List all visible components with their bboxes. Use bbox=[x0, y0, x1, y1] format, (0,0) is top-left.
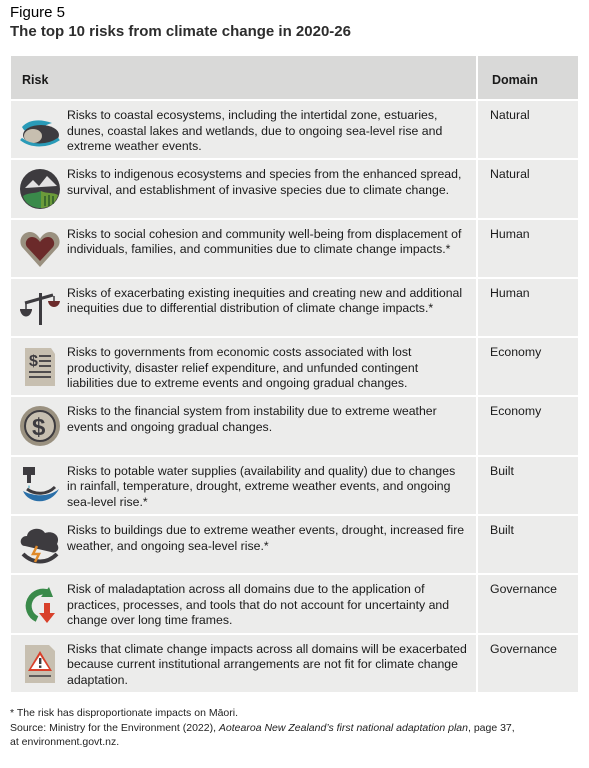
risk-text: Risks to coastal ecosystems, including the intertidal zone, estuaries, dunes, coastal lakes and wetlands, due to ongoing sea-level rise and extreme weather events. bbox=[67, 108, 443, 153]
risk-text: Risk of maladaptation across all domains due to the application of practices, processes, and tools that do not account for uncertainty and change over long time frames. bbox=[67, 582, 450, 628]
figure-title: The top 10 risks from climate change in 2020-26 bbox=[10, 23, 351, 40]
warning-document-icon bbox=[19, 643, 61, 685]
indigenous-ecosystem-icon bbox=[19, 168, 61, 210]
table-row bbox=[11, 573, 578, 632]
domain-cell: Natural bbox=[476, 160, 578, 217]
domain-cell: Economy bbox=[476, 397, 578, 454]
source-suffix: , page 37, bbox=[467, 721, 515, 734]
risk-text: Risks to buildings due to extreme weather events, drought, increased fire weather, and ongoing sea-level rise.* bbox=[67, 523, 465, 553]
water-tap-icon bbox=[19, 465, 61, 507]
domain-cell: Governance bbox=[476, 635, 578, 692]
domain-cell: Built bbox=[476, 516, 578, 573]
header-domain: Domain bbox=[476, 56, 578, 99]
risk-text: Risks to indigenous ecosystems and species from the enhanced spread, survival, and establishment of invasive species due to climate change. bbox=[67, 167, 462, 197]
risk-text: Risks to potable water supplies (availability and quality) due to changes in rainfall, temperature, drought, extreme weather events, and ongoing sea-level rise.* bbox=[67, 463, 456, 509]
svg-text:$: $ bbox=[32, 414, 46, 442]
dollar-coin-icon bbox=[19, 405, 61, 447]
table-row bbox=[11, 336, 578, 395]
table-row bbox=[11, 514, 578, 573]
invoice-icon bbox=[19, 346, 61, 388]
table-row bbox=[11, 455, 578, 514]
risk-text: Risks to governments from economic costs associated with lost productivity, disaster relief expenditure, and unfunded contingent liabilities due to extreme events and ongoing gradual changes. bbox=[67, 345, 419, 391]
table-row bbox=[11, 277, 578, 336]
table-row bbox=[11, 633, 578, 692]
risk-text: Risks to social cohesion and community well-being from displacement of individuals, families, and communities due to climate change impacts.* bbox=[67, 226, 462, 257]
table-row bbox=[11, 218, 578, 277]
risk-text: Risks that climate change impacts across all domains will be exacerbated because current institutional arrangements are not fit for climate change adaptation. bbox=[67, 641, 467, 687]
coastal-ecosystem-icon bbox=[19, 109, 61, 151]
source-line-2: at environment.govt.nz. bbox=[10, 736, 120, 748]
domain-cell: Governance bbox=[476, 575, 578, 632]
table-row bbox=[11, 158, 578, 217]
figure-label: Figure 5 bbox=[10, 4, 66, 21]
table-row bbox=[11, 99, 578, 158]
domain-cell: Economy bbox=[476, 338, 578, 395]
risk-text: Risks of exacerbating existing inequities and creating new and additional inequities due to differential distribution of climate change impacts.* bbox=[67, 285, 463, 316]
svg-text:$: $ bbox=[29, 353, 38, 371]
domain-cell: Human bbox=[476, 279, 578, 336]
risk-text: Risks to the financial system from instability due to extreme weather events and ongoing gradual changes. bbox=[67, 404, 437, 434]
risks-table bbox=[11, 56, 578, 692]
domain-cell: Human bbox=[476, 220, 578, 277]
scales-icon bbox=[19, 287, 61, 329]
source-title: Aotearoa New Zealand’s first national adaptation plan bbox=[218, 721, 468, 734]
table-row bbox=[11, 395, 578, 454]
asterisk-note: * The risk has disproportionate impacts on Māori. bbox=[10, 707, 238, 719]
header-risk: Risk bbox=[22, 73, 49, 87]
domain-cell: Built bbox=[476, 457, 578, 514]
heart-icon bbox=[19, 228, 61, 270]
storm-cloud-icon bbox=[19, 524, 61, 566]
source-line bbox=[10, 721, 580, 736]
table-header bbox=[11, 56, 578, 99]
footnote bbox=[10, 706, 580, 750]
maladaptation-arrow-icon bbox=[19, 583, 61, 625]
domain-cell: Natural bbox=[476, 101, 578, 158]
source-prefix: Source: Ministry for the Environment (2022), bbox=[10, 721, 219, 734]
